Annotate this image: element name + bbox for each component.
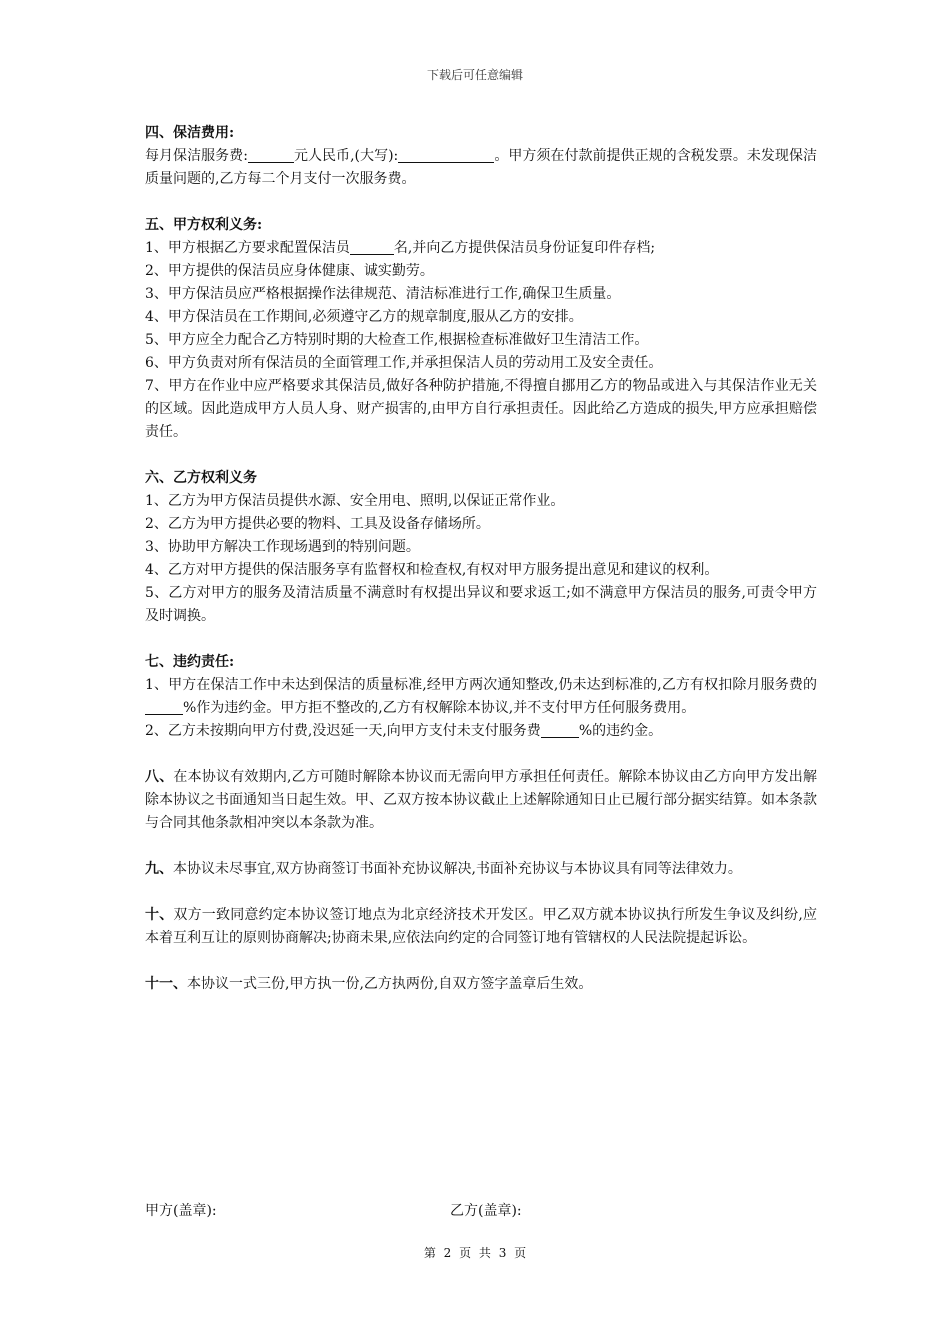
list-item: 2、乙方为甲方提供必要的物料、工具及设备存储场所。 <box>145 516 490 532</box>
section-title: 五、甲方权利义务: <box>145 217 263 233</box>
list-item: 4、甲方保洁员在工作期间,必须遵守乙方的规章制度,服从乙方的安排。 <box>145 309 583 325</box>
item-text: 1、甲方在保洁工作中未达到保洁的质量标准,经甲方两次通知整改,仍未达到标准的,乙方有权扣除月服务费的 <box>145 677 817 693</box>
list-item <box>145 237 817 260</box>
fee-uppercase-blank[interactable] <box>398 147 494 163</box>
clause-text: 本协议未尽事宜,双方协商签订书面补充协议解决,书面补充协议与本协议具有同等法律效力。 <box>173 861 742 877</box>
fee-text-2: 元人民币,(大写): <box>293 148 399 164</box>
document-body <box>145 122 817 1019</box>
cleaner-count-blank[interactable] <box>350 239 394 255</box>
clause-number: 十一、 <box>145 976 187 992</box>
section-party-a-rights <box>145 214 817 444</box>
clause-number: 十、 <box>145 907 174 923</box>
section-termination <box>145 766 817 835</box>
section-disputes <box>145 904 817 950</box>
section-title: 四、保洁费用: <box>145 125 235 141</box>
section-liability <box>145 651 817 743</box>
list-item: 2、甲方提供的保洁员应身体健康、诚实勤劳。 <box>145 263 434 279</box>
item-text: %作为违约金。甲方拒不整改的,乙方有权解除本协议,并不支付甲方任何服务费用。 <box>183 700 696 716</box>
list-item: 1、乙方为甲方保洁员提供水源、安全用电、照明,以保证正常作业。 <box>145 493 565 509</box>
item-text: %的违约金。 <box>578 723 663 739</box>
fee-amount-blank[interactable] <box>248 147 294 163</box>
clause-number: 八、 <box>145 769 174 785</box>
list-item: 4、乙方对甲方提供的保洁服务享有监督权和检查权,有权对甲方服务提出意见和建议的权利。 <box>145 562 719 578</box>
section-title: 七、违约责任: <box>145 654 235 670</box>
list-item: 3、协助甲方解决工作现场遇到的特别问题。 <box>145 539 420 555</box>
fee-paragraph <box>145 145 817 191</box>
item-text: 名,并向乙方提供保洁员身份证复印件存档; <box>393 240 656 256</box>
section-fees <box>145 122 817 191</box>
clause-text: 在本协议有效期内,乙方可随时解除本协议而无需向甲方承担任何责任。解除本协议由乙方向甲方发出解除本协议之书面通知当日起生效。甲、乙双方按本协议截止上述解除通知日止已履行部分据实结算。如本条款与合同其他条款相冲突以本条款为准。 <box>145 769 817 831</box>
list-item: 6、甲方负责对所有保洁员的全面管理工作,并承担保洁人员的劳动用工及安全责任。 <box>145 355 663 371</box>
list-item: 7、甲方在作业中应严格要求其保洁员,做好各种防护措施,不得擅自挪用乙方的物品或进入与其保洁作业无关的区域。因此造成甲方人员人身、财产损害的,由甲方自行承担责任。因此给乙方造成的损失,甲方应承担赔偿责任。 <box>145 378 817 440</box>
penalty-percent-blank[interactable] <box>145 699 183 715</box>
list-item: 5、乙方对甲方的服务及清洁质量不满意时有权提出异议和要求返工;如不满意甲方保洁员的服务,可责令甲方及时调换。 <box>145 585 817 624</box>
page-header: 下载后可任意编辑 <box>426 68 523 82</box>
section-title: 六、乙方权利义务 <box>145 470 257 486</box>
clause-number: 九、 <box>145 861 173 877</box>
page-number: 第 2 页 共 3 页 <box>423 1246 527 1260</box>
list-item: 3、甲方保洁员应严格根据操作法律规范、清洁标准进行工作,确保卫生质量。 <box>145 286 621 302</box>
party-a-seal-label: 甲方(盖章): <box>145 1203 217 1219</box>
list-item: 5、甲方应全力配合乙方特别时期的大检查工作,根据检查标准做好卫生清洁工作。 <box>145 332 649 348</box>
section-copies <box>145 973 817 996</box>
list-item <box>145 720 817 743</box>
clause-text: 双方一致同意约定本协议签订地点为北京经济技术开发区。甲乙双方就本协议执行所发生争议及纠纷,应本着互利互让的原则协商解决;协商未果,应依法向约定的合同签订地有管辖权的人民法院提起诉讼。 <box>145 907 817 946</box>
fee-text-1: 每月保洁服务费: <box>145 148 248 164</box>
section-supplement <box>145 858 817 881</box>
clause-text: 本协议一式三份,甲方执一份,乙方执两份,自双方签字盖章后生效。 <box>187 976 593 992</box>
list-item <box>145 674 817 720</box>
late-fee-percent-blank[interactable] <box>541 722 579 738</box>
section-party-b-rights <box>145 467 817 628</box>
party-b-seal-label: 乙方(盖章): <box>450 1203 522 1219</box>
fee-text-3: 。甲方须在付款前提供正规的含税发票。未发现保洁质量问题的,乙方每二个月支付一次服务费。 <box>145 148 817 187</box>
item-text: 1、甲方根据乙方要求配置保洁员 <box>145 240 350 256</box>
item-text: 2、乙方未按期向甲方付费,没迟延一天,向甲方支付未支付服务费 <box>145 723 541 739</box>
